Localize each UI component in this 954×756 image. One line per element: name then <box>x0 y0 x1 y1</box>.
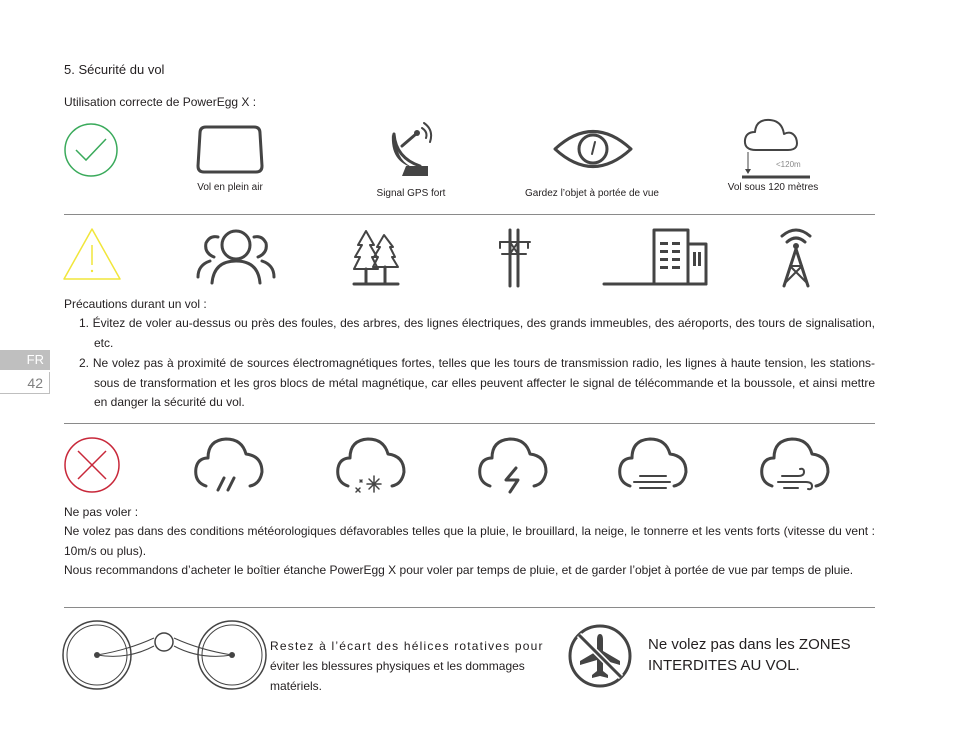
page-number: 42 <box>0 372 50 394</box>
wind-cloud-icon <box>758 436 832 494</box>
no-fly-heading: Ne pas voler : <box>64 505 139 519</box>
satellite-dish-icon <box>388 122 438 178</box>
cloud-altitude-icon <box>742 118 816 180</box>
rain-cloud-icon <box>192 436 266 494</box>
buildings-icon <box>602 228 708 288</box>
trees-icon <box>352 229 400 287</box>
divider <box>64 607 875 608</box>
no-plane-icon <box>568 624 632 688</box>
propeller-warning: Restez à l’écart des hélices rotatives pour éviter les blessures physiques et les dommages matériels. <box>270 639 544 693</box>
fog-cloud-icon <box>616 436 690 494</box>
precaution-item-1: 1. Évitez de voler au-dessus ou près des foules, des arbres, des lignes électriques, des grands immeubles, des aéroports, des tours de signalisation, etc. <box>79 316 875 350</box>
power-line-icon <box>498 228 532 288</box>
eye-icon <box>553 124 633 174</box>
snow-cloud-icon <box>334 436 408 494</box>
warning-triangle-icon <box>62 227 122 283</box>
page-tab <box>0 350 50 396</box>
caption-gps: Signal GPS fort <box>376 188 446 199</box>
no-fly-paragraph-1: Ne volez pas dans des conditions météorologiques défavorables telles que la pluie, le brouillard, la neige, le tonnerre et les vents forts (vitesse du vent : 10m/s ou plus). <box>64 524 875 558</box>
caption-line-of-sight: Gardez l’objet à portée de vue <box>525 188 659 199</box>
no-fly-paragraph-2: Nous recommandons d’acheter le boîtier étanche PowerEgg X pour voler par temps de pluie, et de garder l’objet à portée de vue par temps de pluie. <box>64 563 854 577</box>
radio-tower-icon <box>776 224 816 288</box>
altitude-label: <120m <box>776 160 801 169</box>
precaution-item-2: 2. Ne volez pas à proximité de sources électromagnétiques fortes, telles que les tours de transmission radio, les lignes à haute tension, les stations-sous de transformation et les gros blocs de métal magnétique, car elles peuvent affecter le signal de télécommande et la boussole, et ainsi mettre en danger la sécurité du vol. <box>79 356 875 409</box>
language-tab: FR <box>0 350 50 370</box>
cross-circle-icon <box>64 437 120 493</box>
open-air-icon <box>196 124 266 176</box>
divider <box>64 423 875 424</box>
section-title: 5. Sécurité du vol <box>64 62 165 77</box>
divider <box>64 214 875 215</box>
check-circle-icon <box>64 123 120 179</box>
propeller-icon <box>62 620 268 692</box>
caption-altitude: Vol sous 120 mètres <box>727 182 819 193</box>
intro-text: Utilisation correcte de PowerEgg X : <box>64 95 257 109</box>
no-fly-zone-text: Ne volez pas dans les ZONES INTERDITES AU VOL. <box>648 636 851 674</box>
thunder-cloud-icon <box>476 436 550 496</box>
precautions-heading: Précautions durant un vol : <box>64 297 207 311</box>
crowd-icon <box>196 229 276 285</box>
caption-open-air: Vol en plein air <box>197 182 263 193</box>
